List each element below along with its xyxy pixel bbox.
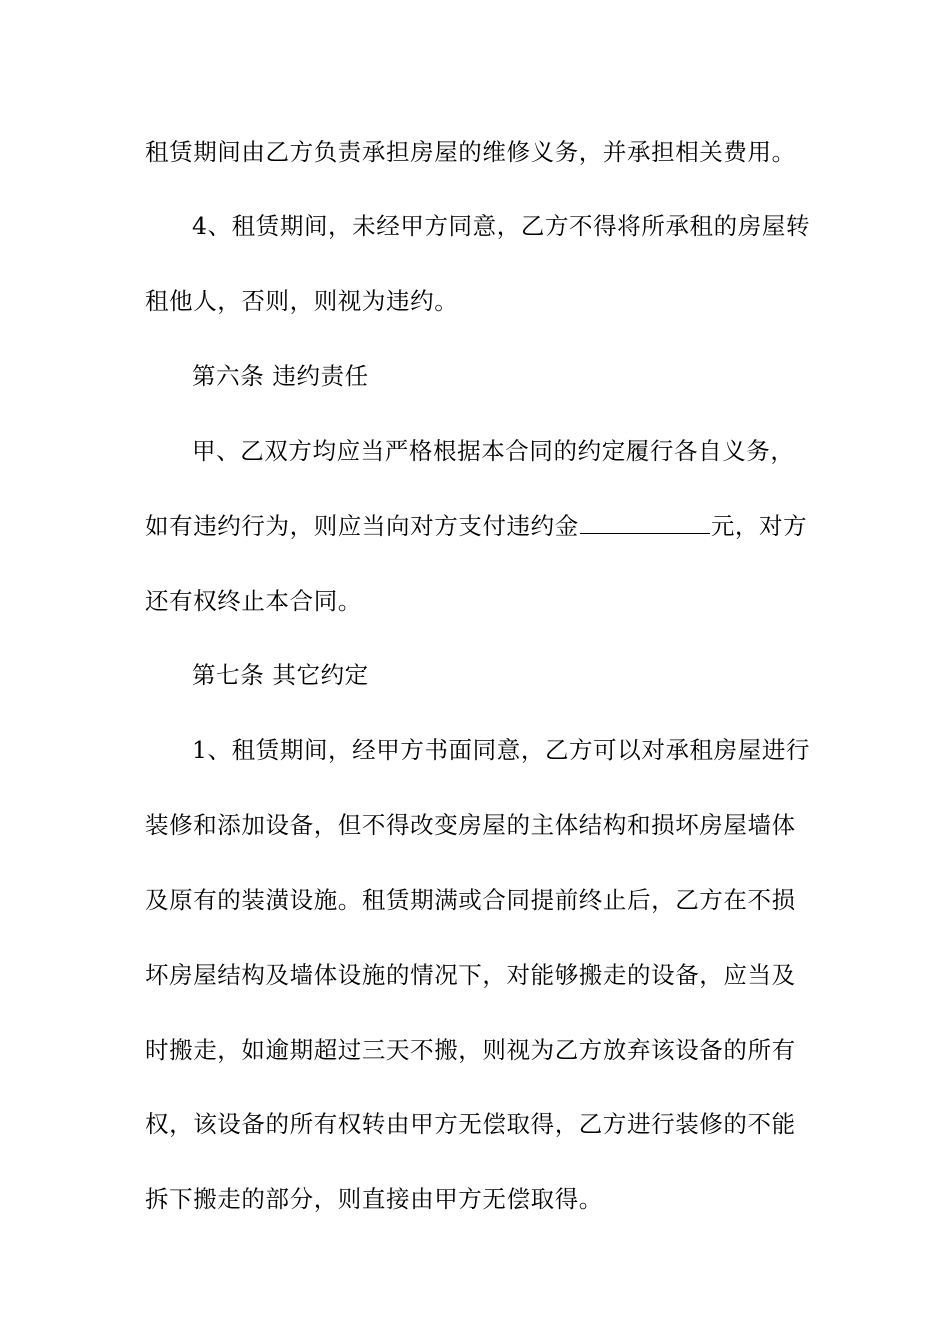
text-line: 还有权终止本合同。 xyxy=(145,587,362,615)
text-line: 甲、乙双方均应当严格根据本合同的约定履行各自义务， xyxy=(192,437,795,465)
text-segment: 元，对方 xyxy=(710,512,808,540)
section-heading: 第七条 其它约定 xyxy=(192,661,369,689)
text-line: 1、租赁期间，经甲方书面同意，乙方可以对承租房屋进行 xyxy=(192,736,810,764)
text-line: 租他人，否则，则视为违约。 xyxy=(145,287,459,315)
text-line-with-blank xyxy=(145,510,810,542)
text-segment: 如有违约行为，则应当向对方支付违约金 xyxy=(145,512,579,540)
text-line: 4、租赁期间，未经甲方同意，乙方不得将所承租的房屋转 xyxy=(192,212,810,240)
text-line: 坏房屋结构及墙体设施的情况下，对能够搬走的设备，应当及 xyxy=(145,961,796,989)
text-line: 拆下搬走的部分，则直接由甲方无偿取得。 xyxy=(145,1185,603,1213)
text-line: 时搬走，如逾期超过三天不搬，则视为乙方放弃该设备的所有 xyxy=(145,1036,796,1064)
text-line: 装修和添加设备，但不得改变房屋的主体结构和损坏房屋墙体 xyxy=(145,811,796,839)
text-line: 及原有的装潢设施。租赁期满或合同提前终止后，乙方在不损 xyxy=(145,886,796,914)
section-heading: 第六条 违约责任 xyxy=(192,362,369,390)
fill-in-blank[interactable] xyxy=(580,511,710,534)
text-line: 租赁期间由乙方负责承担房屋的维修义务，并承担相关费用。 xyxy=(145,138,796,166)
text-line: 权，该设备的所有权转由甲方无偿取得，乙方进行装修的不能 xyxy=(145,1110,796,1138)
